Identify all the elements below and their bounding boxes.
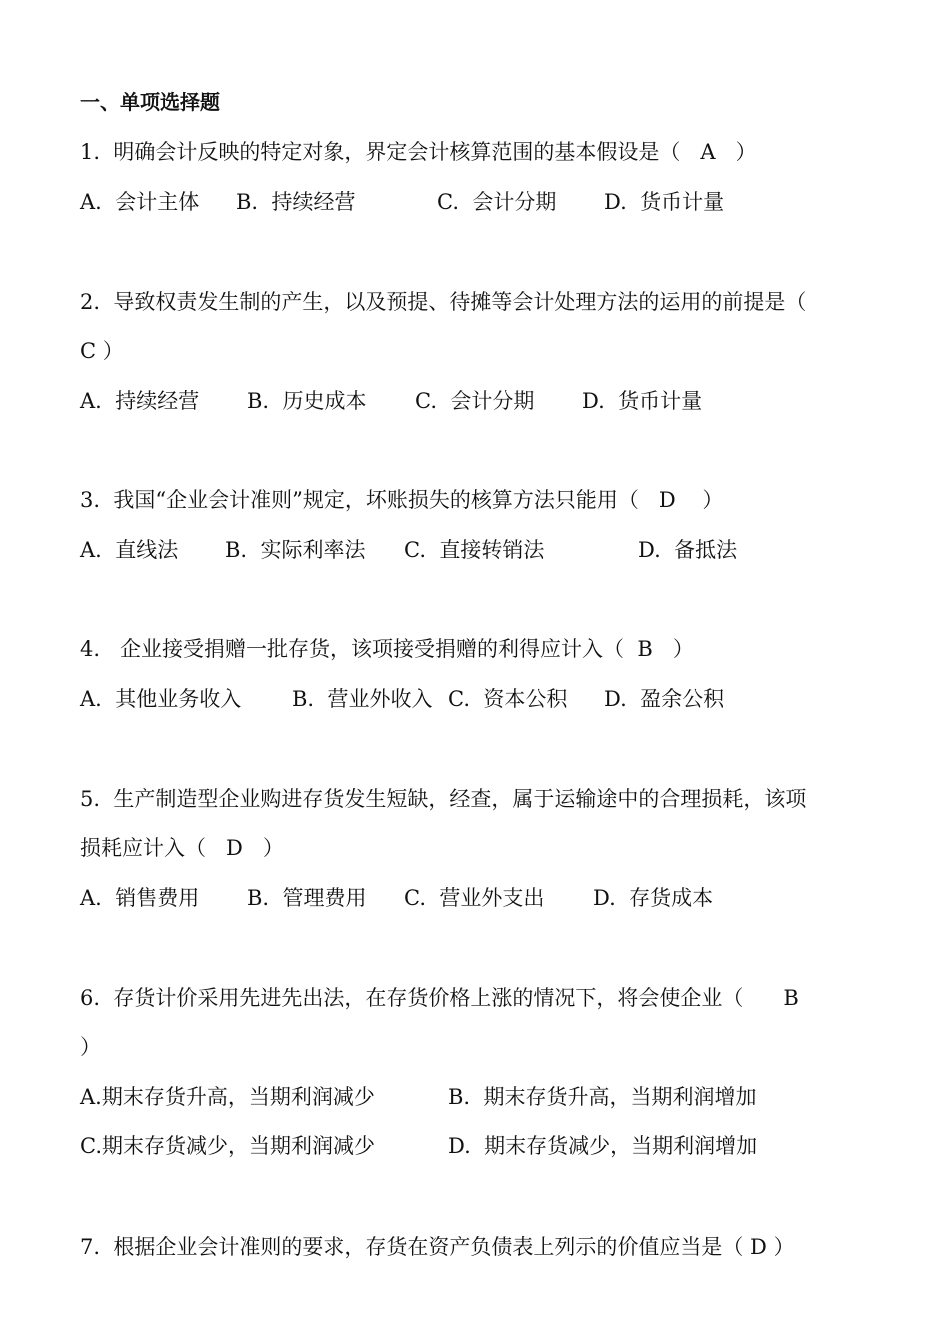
question-1-option-a: A. 会计主体: [80, 190, 200, 214]
question-2-option-a: A. 持续经营: [80, 389, 200, 413]
question-1-option-b: B. 持续经营: [236, 190, 356, 214]
question-3-option-d: D. 备抵法: [638, 538, 738, 562]
question-2-stem: 2. 导致权责发生制的产生，以及预提、待摊等会计处理方法的运用的前提是（: [80, 290, 807, 314]
question-4-option-c: C. 资本公积: [448, 687, 568, 711]
question-3-option-b: B. 实际利率法: [225, 538, 366, 562]
question-5-option-a: A. 销售费用: [80, 886, 200, 910]
question-6-option-d: D. 期末存货减少，当期利润增加: [448, 1134, 758, 1158]
question-6-option-c: C.期末存货减少，当期利润减少: [80, 1134, 375, 1158]
question-2-option-d: D. 货币计量: [582, 389, 703, 413]
question-3-option-a: A. 直线法: [80, 538, 179, 562]
question-5-option-b: B. 管理费用: [247, 886, 367, 910]
question-6-stem-cont: ）: [80, 1035, 101, 1059]
question-4-option-a: A. 其他业务收入: [80, 687, 242, 711]
question-2-stem-cont: C ）: [80, 339, 124, 363]
question-1-option-d: D. 货币计量: [604, 190, 725, 214]
question-1-option-c: C. 会计分期: [437, 190, 557, 214]
question-4-stem: 4. 企业接受捐赠一批存货，该项接受捐赠的利得应计入（ B ）: [80, 637, 694, 661]
section-title: 一、单项选择题: [80, 90, 220, 114]
question-6-option-a: A.期末存货升高，当期利润减少: [80, 1085, 375, 1109]
question-2-option-b: B. 历史成本: [247, 389, 367, 413]
question-5-stem-cont: 损耗应计入（ D ）: [80, 836, 284, 860]
question-3-stem: 3. 我国“企业会计准则”规定，坏账损失的核算方法只能用（ D ）: [80, 488, 724, 512]
question-5-stem: 5. 生产制造型企业购进存货发生短缺，经查，属于运输途中的合理损耗，该项: [80, 787, 807, 811]
question-2-option-c: C. 会计分期: [415, 389, 535, 413]
question-6-option-b: B. 期末存货升高，当期利润增加: [448, 1085, 757, 1109]
question-3-option-c: C. 直接转销法: [404, 538, 545, 562]
question-1-stem: 1. 明确会计反映的特定对象，界定会计核算范围的基本假设是（ A ）: [80, 140, 757, 164]
question-5-option-d: D. 存货成本: [593, 886, 714, 910]
question-6-stem: 6. 存货计价采用先进先出法，在存货价格上涨的情况下，将会使企业（ B: [80, 986, 799, 1010]
question-4-option-d: D. 盈余公积: [604, 687, 725, 711]
question-7-stem: 7. 根据企业会计准则的要求，存货在资产负债表上列示的价值应当是（ D ）: [80, 1235, 795, 1259]
question-5-option-c: C. 营业外支出: [404, 886, 545, 910]
question-4-option-b: B. 营业外收入: [292, 687, 433, 711]
